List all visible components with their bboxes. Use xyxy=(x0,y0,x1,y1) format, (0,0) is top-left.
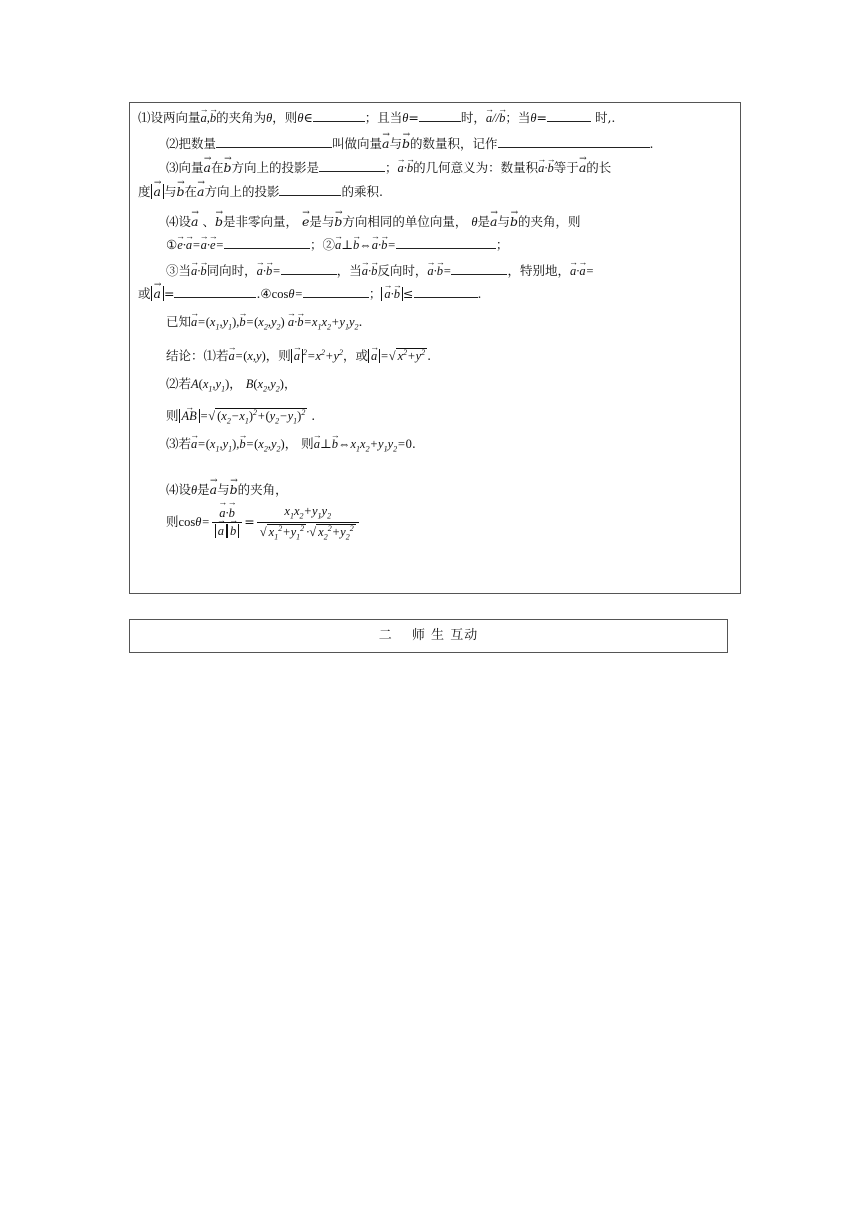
item-2: ⑵把数量 叫做向量→ a与→ b的数量积，记作 . xyxy=(166,135,654,153)
fraction-coordinate: $\frac{x_1x_2+y_1y_2}{√ x_1^2+y_1^2 \cdot√ x_2^2+y_2^2}$ xyxy=(257,504,359,541)
section-heading: 二 师 生 互动 xyxy=(129,619,728,653)
item-3-cont: 度→ a 与→ b在→ a方向上的投影 的乘积. xyxy=(138,183,383,201)
item-10: 则→ AB =√ $(x_2-x_1)^2+(y_2-y_1)^2$ . xyxy=(166,404,315,431)
item-8: 结论：⑴若→ a=(x,y)，则→ a $^2=x^2+y^2$，或→ a =√ $x^2+y^2$ . xyxy=(166,344,431,365)
item-6-cont: 或→ a = .④cosθ= ；→ a·→ b ≤ . xyxy=(138,285,482,303)
item-4: ⑷设→ a 、→ b是非零向量， → e是与→ b方向相同的单位向量， θ是→ a与→ b的夹角，则 xyxy=(166,213,581,231)
item-11: ⑶若→ $a=(x_1,y_1),\to b=(x_2,y_2)$， 则→ a⊥→ $b\Leftrightarrow x_1x_2+y_1y_2=0$. xyxy=(166,435,416,459)
item-13: 则cosθ= → a·→ b → a→ b = $\frac{x_1x_2+y_1y_2}{√ x_1^2+y_1^2 \cdot√ x_2^2+y_2^2}$ xyxy=(166,504,361,541)
item-7: 已知→ $a=(x_1,y_1),\to b=(x_2,y_2) \to a\cdot\to b=x_1x_2+y_1y_2$. xyxy=(166,313,363,337)
item-1: ⑴设两向量→ a,→ b的夹角为θ，则θ∈ ；且当θ= 时，→ a//→ b；当θ= 时,. xyxy=(138,109,615,127)
fraction-vector: → a·→ b → a→ b xyxy=(212,506,243,539)
item-5: ①→ e·→ a=→ a·→ e= ；②→ a⊥→ b⇔→ a·→ b= ； xyxy=(166,236,508,254)
item-6: ③当→ a·→ b同向时，→ a·→ b= ，当→ a·→ b反向时，→ a·→ b= ，特别地，→ a·→ a= xyxy=(166,262,594,280)
item-9: ⑵若$A(x_1,y_1)$， $B(x_2,y_2)$， xyxy=(166,376,297,394)
item-3: ⑶向量→ a在→ b方向上的投影是 ；→ a·→ b的几何意义为：数量积→ a·→ b等于→ a的长 xyxy=(166,159,611,177)
item-12: ⑷设θ是→ a与→ b的夹角， xyxy=(166,481,288,499)
